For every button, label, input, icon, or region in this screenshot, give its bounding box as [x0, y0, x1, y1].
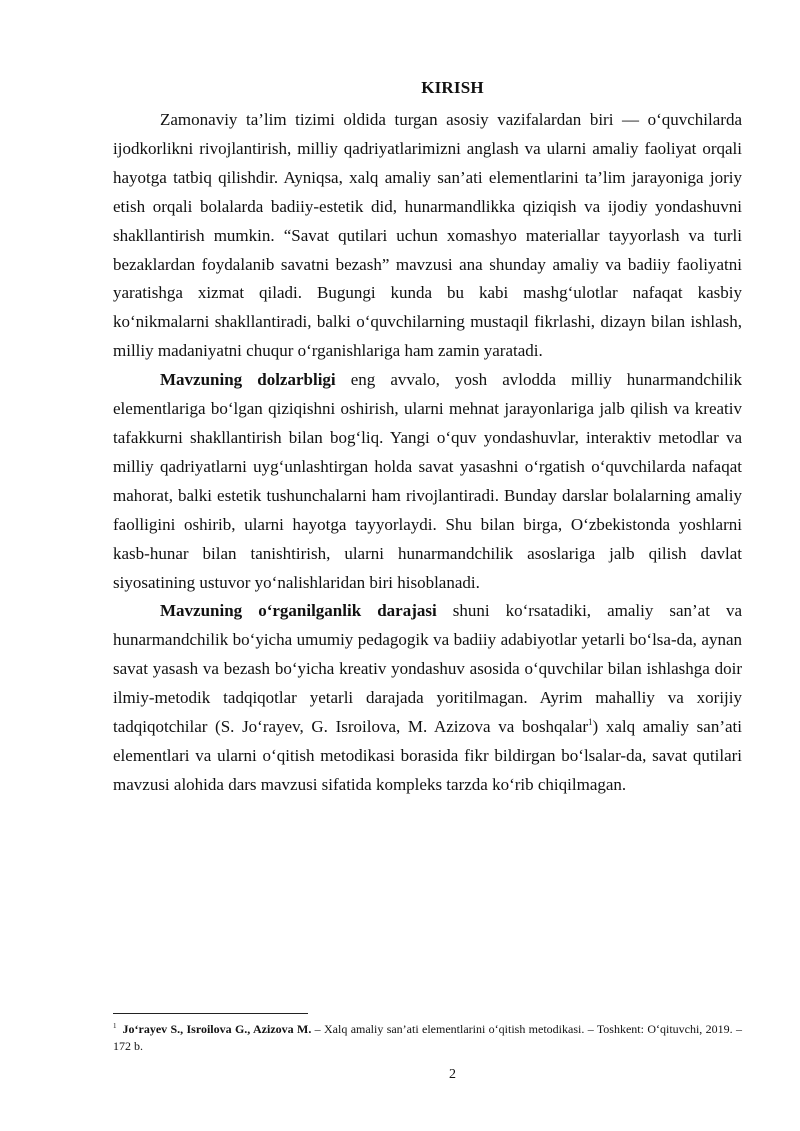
paragraph-study-level-text-end: ) xalq amaliy san’ati elementlari va ularni o‘qitish metodikasi borasida fikr bildirgan bo‘lsalar-da, savat qutilari mavzusi alohida dars mavzusi sifatida kompleks tarzda ko‘rib chiqilmagan.: [113, 717, 742, 794]
footnote-authors: Jo‘rayev S., Isroilova G., Azizova M.: [122, 1022, 312, 1036]
footnote-divider: [113, 1013, 308, 1014]
study-level-heading: Mavzuning o‘rganilganlik darajasi: [160, 601, 437, 621]
footnote-reference[interactable]: 1: [588, 717, 593, 728]
footnote-text: – Xalq amaliy san’ati elementlarini o‘qitish metodikasi. – Toshkent: O‘qituvchi, 2019. – 172 b.: [113, 1022, 743, 1053]
page-number: 2: [449, 1067, 456, 1082]
relevance-heading: Mavzuning dolzarbligi: [160, 370, 336, 390]
footnote: [113, 1021, 742, 1055]
section-title: KIRISH: [421, 78, 484, 97]
paragraph-study-level-text: shuni ko‘rsatadiki, amaliy san’at va hunarmandchilik bo‘yicha umumiy pedagogik va badiiy adabiyotlar yetarli bo‘lsa-da, aynan savat yasash va bezash bo‘yicha kreativ yondashuv asosida o‘quvchilar bilan ishlashga doir ilmiy-metodik tadqiqotlar yetarli darajada yoritilmagan. Ayrim mahalliy va xorijiy tadqiqotchilar (S. Jo‘rayev, G. Isroilova, M. Azizova va boshqalar: [113, 601, 743, 737]
main-text: [113, 106, 742, 800]
paragraph-study-level: [113, 597, 742, 799]
footnote-marker: 1: [113, 1022, 117, 1030]
paragraph-relevance: [113, 366, 742, 597]
paragraph-intro-text: Zamonaviy ta’lim tizimi oldida turgan asosiy vazifalardan biri — o‘quvchilarda ijodkorlikni rivojlantirish, milliy qadriyatlarimizni anglash va ularni amaliy faoliyat orqali hayotga tatbiq qilishdir. Ayniqsa, xalq amaliy san’ati elementlarini ta’lim jarayoniga joriy etish orqali bolalarda badiiy-estetik did, hunarmandlikka qiziqish va ijodiy yondashuvni shakllantirish mumkin. “Savat qutilari uchun xomashyo materiallar tayyorlash va turli bezaklardan foydalanib savatni bezash” mavzusi ana shunday amaliy va badiiy faoliyatni yaratishga xizmat qiladi. Bugungi kunda bu kabi mashg‘ulotlar nafaqat kasbiy ko‘nikmalarni shakllantiradi, balki o‘quvchilarning mustaqil fikrlashi, dizayn bilan ishlash, milliy madaniyatni chuqur o‘rganishlariga ham zamin yaratadi.: [113, 110, 742, 361]
paragraph-relevance-text: eng avvalo, yosh avlodda milliy hunarmandchilik elementlariga bo‘lgan qiziqishni oshirish, ularni mehnat jarayonlariga jalb qilish va kreativ tafakkurni shakllantirish bilan bog‘liq. Yangi o‘quv yondashuvlar, interaktiv metodlar va milliy qadriyatlarni uyg‘unlashtirgan holda savat yasashni o‘rgatish o‘quvchilarda nafaqat mahorat, balki estetik tushunchalarni ham rivojlantiradi. Bunday darslar bolalarning amaliy faolligini oshirib, ularni hayotga tayyorlaydi. Shu bilan birga, O‘zbekistonda yoshlarni kasb-hunar bilan tanishtirish, ularni hunarmandchilik asoslariga jalb qilish davlat siyosatining ustuvor yo‘nalishlaridan biri hisoblanadi.: [113, 370, 742, 592]
paragraph-intro: [113, 106, 742, 366]
